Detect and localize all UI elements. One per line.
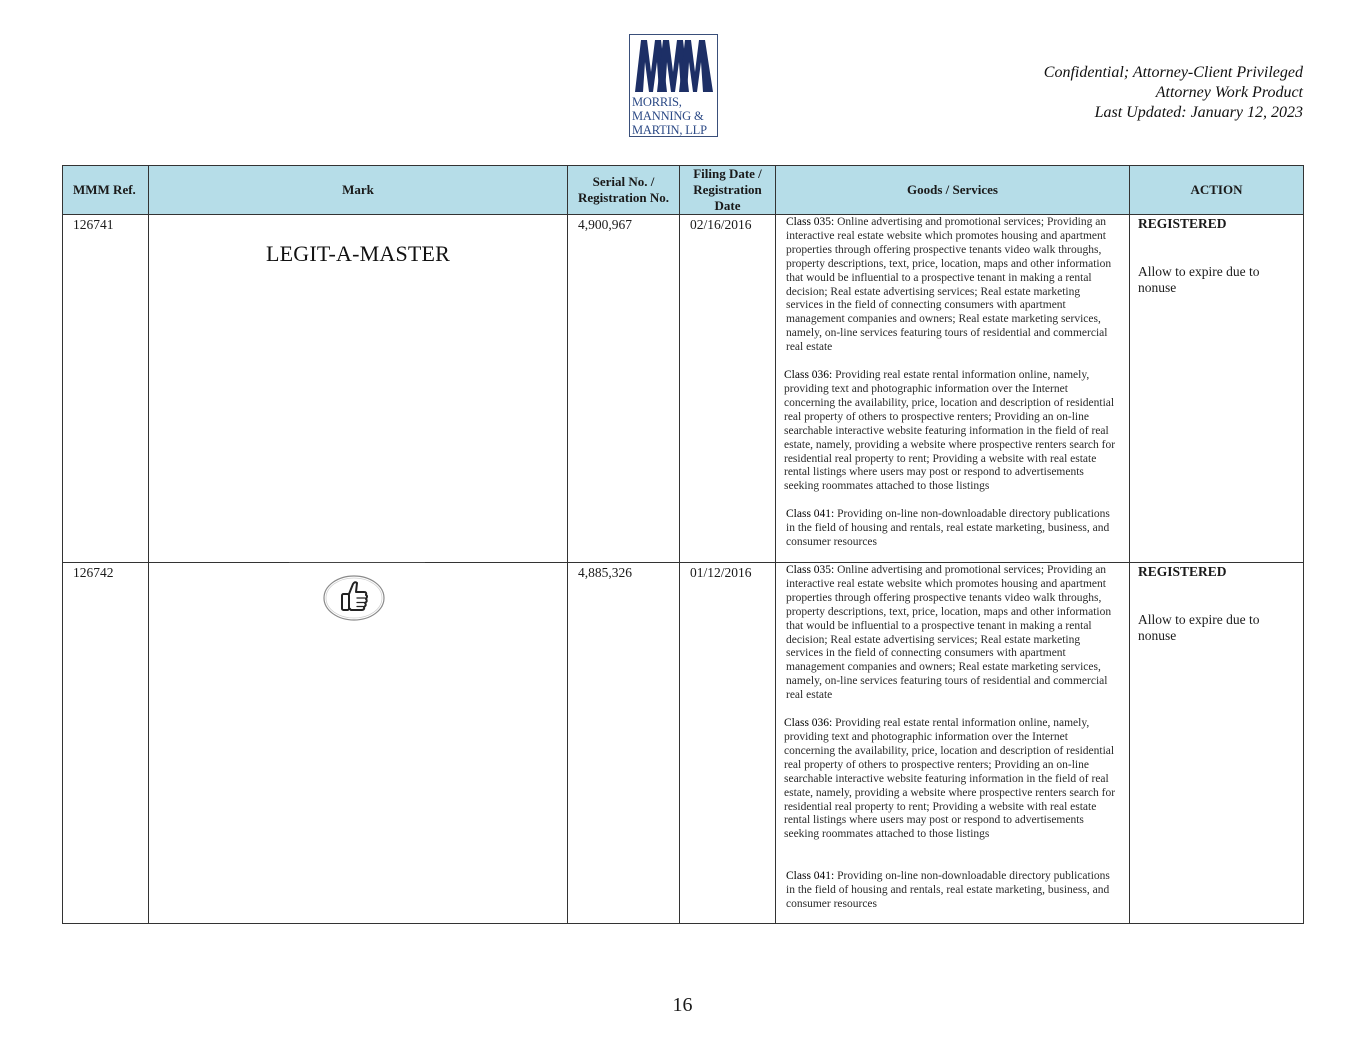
goods-class-036 <box>784 369 1119 494</box>
firm-logo <box>629 34 718 137</box>
header-filing-date: Filing Date / Registration Date <box>680 166 776 215</box>
goods-class-041 <box>786 870 1119 912</box>
date-cell: 01/12/2016 <box>680 563 776 924</box>
class-label: Class 035: <box>786 564 835 576</box>
goods-class-035 <box>786 564 1119 703</box>
goods-class-035 <box>786 216 1119 355</box>
table-header-row <box>63 166 1304 215</box>
work-product-line: Attorney Work Product <box>1155 84 1303 101</box>
class-label: Class 036: <box>784 717 833 730</box>
table-row <box>63 563 1304 924</box>
header-action: ACTION <box>1130 166 1304 215</box>
last-updated-line: Last Updated: January 12, 2023 <box>1094 104 1303 121</box>
class-label: Class 036: <box>784 369 833 382</box>
thumbs-up-icon <box>323 574 387 622</box>
mark-top-rule <box>289 562 425 563</box>
trademark-table <box>62 165 1304 924</box>
logo-line-1: MORRIS, <box>632 95 682 109</box>
serial-cell: 4,885,326 <box>568 563 680 924</box>
action-cell <box>1130 215 1304 563</box>
mark-design <box>149 563 567 623</box>
class-description: Providing real estate rental information online, namely, providing text and photographic information over the Internet concerning the availability, price, location and description of residential real property of others to prospective renters; Providing an on-line searchable interactive website featuring information in the field of real estate, namely, providing a website where prospective renters search for residential real property to rent; Providing a website with real estate rental listings where users may post or respond to advertisements seeking roommates attached to those listings <box>784 369 1116 493</box>
serial-cell: 4,900,967 <box>568 215 680 563</box>
logo-line-3: MARTIN, LLP <box>632 123 707 137</box>
date-cell: 02/16/2016 <box>680 215 776 563</box>
class-label: Class 041: <box>786 870 835 883</box>
header-mark: Mark <box>149 166 568 215</box>
class-description: Providing real estate rental information online, namely, providing text and photographic information over the Internet concerning the availability, price, location and description of residential real property of others to prospective renters; Providing an on-line searchable interactive website featuring information in the field of real estate, namely, providing a website where prospective renters search for residential real property to rent; Providing a website with real estate rental listings where users may post or respond to advertisements seeking roommates attached to those listings <box>784 717 1116 841</box>
status-label: REGISTERED <box>1138 564 1227 579</box>
page-number: 16 <box>672 994 693 1016</box>
ref-cell: 126742 <box>63 563 149 924</box>
confidential-line: Confidential; Attorney-Client Privileged <box>1043 64 1303 81</box>
class-description: Providing on-line non-downloadable directory publications in the field of housing and rentals, real estate marketing, business, and consumer resources <box>786 508 1110 549</box>
mmm-logo-mark <box>633 38 715 94</box>
mark-wordmark: LEGIT-A-MASTER <box>265 241 451 266</box>
class-label: Class 041: <box>786 508 835 521</box>
table-row <box>63 215 1304 563</box>
mark-cell <box>149 215 568 563</box>
goods-class-041 <box>786 508 1119 550</box>
confidentiality-notice <box>1044 63 1303 123</box>
action-note: Allow to expire due to nonuse <box>1138 612 1260 643</box>
goods-cell <box>776 215 1130 563</box>
header-serial-no: Serial No. / Registration No. <box>568 166 680 215</box>
header-goods-services: Goods / Services <box>776 166 1130 215</box>
logo-line-2: MANNING & <box>632 109 704 123</box>
status-label: REGISTERED <box>1138 216 1227 231</box>
mark-cell <box>149 563 568 924</box>
goods-cell <box>776 563 1130 924</box>
ref-cell: 126741 <box>63 215 149 563</box>
logo-wordmark <box>632 95 717 137</box>
action-cell <box>1130 563 1304 924</box>
action-note: Allow to expire due to nonuse <box>1138 264 1260 295</box>
class-description: Online advertising and promotional services; Providing an interactive real estate website which promotes housing and apartment properties through offering prospective tenants video walk throughs, property descriptions, text, price, location, maps and other information that would be influential to a prospective tenant in making a rental decision; Real estate advertising services; Real estate marketing services in the field of connecting consumers with apartment management companies and owners; Real estate marketing services, namely, on-line services featuring tours of residential and commercial real estate <box>786 216 1112 354</box>
header-mmm-ref: MMM Ref. <box>63 166 149 215</box>
class-label: Class 035: <box>786 216 835 228</box>
class-description: Providing on-line non-downloadable directory publications in the field of housing and rentals, real estate marketing, business, and consumer resources <box>786 870 1110 911</box>
goods-class-036 <box>784 717 1119 842</box>
class-description: Online advertising and promotional services; Providing an interactive real estate website which promotes housing and apartment properties through offering prospective tenants video walk throughs, property descriptions, text, price, location, maps and other information that would be influential to a prospective tenant in making a rental decision; Real estate advertising services; Real estate marketing services in the field of connecting consumers with apartment management companies and owners; Real estate marketing services, namely, on-line services featuring tours of residential and commercial real estate <box>786 564 1112 702</box>
